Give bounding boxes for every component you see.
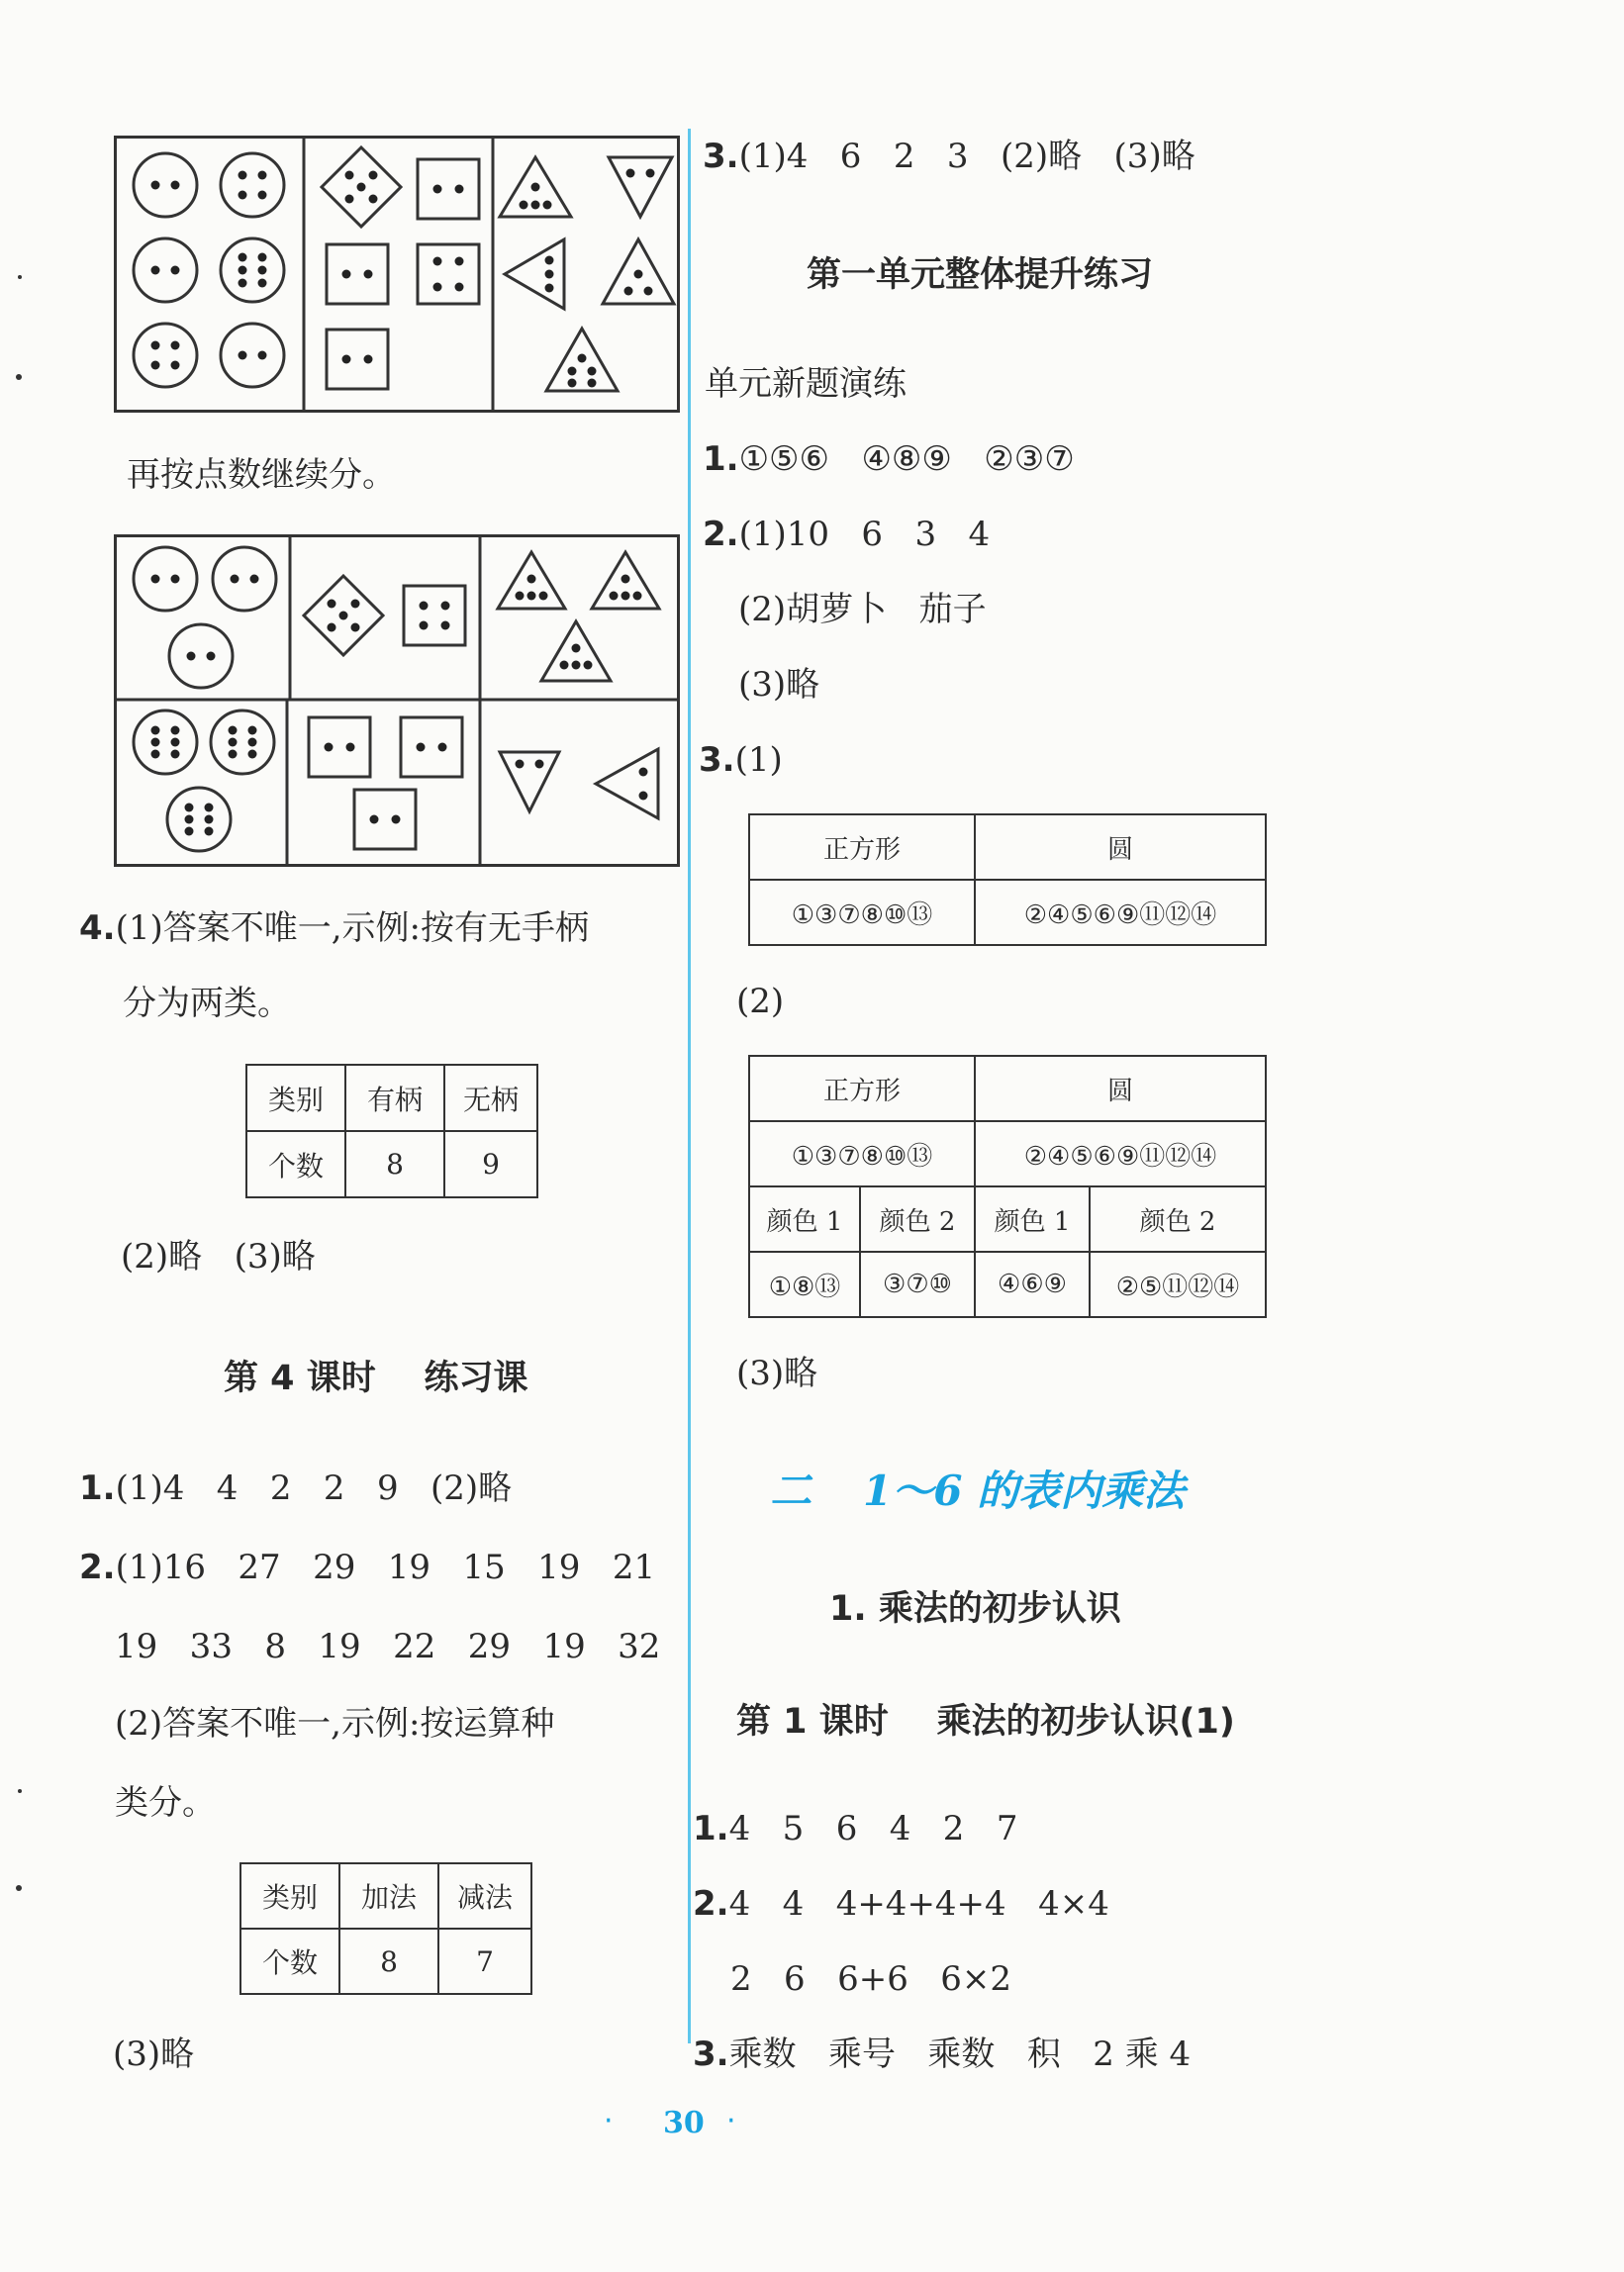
table-cell: 颜色 1 xyxy=(975,1186,1090,1252)
page-dot-left: · xyxy=(604,2104,614,2138)
question-number: 1. xyxy=(79,1468,116,1508)
handle-count-table xyxy=(245,1064,538,1198)
table-header: 圆 xyxy=(975,1056,1266,1121)
mult-question-1: 1.4 5 6 4 2 7 xyxy=(693,1809,1018,1848)
table-header: 有柄 xyxy=(345,1065,444,1131)
lesson4-question-2-line-1: 2.(1)16 27 29 19 15 19 21 xyxy=(79,1548,656,1587)
section-title: 1. 乘法的初步认识 xyxy=(829,1589,1121,1629)
lesson4-question-1: 1.(1)4 4 2 2 9 (2)略 xyxy=(79,1468,513,1508)
lesson4-question-2-line-2: 19 33 8 19 22 29 19 32 xyxy=(115,1627,661,1666)
lesson-4-title: 第 4 课时 练习课 xyxy=(224,1359,528,1398)
question-number: 2. xyxy=(79,1548,116,1587)
subsection-title: 单元新题演练 xyxy=(705,364,907,404)
chapter-title: 1～6 的表内乘法 xyxy=(863,1467,1186,1515)
table-header: 减法 xyxy=(438,1863,531,1929)
question-number: 4. xyxy=(79,908,116,948)
table-header: 加法 xyxy=(339,1863,438,1929)
page-number: 30 xyxy=(663,2106,705,2140)
question-3-top: 3.(1)4 6 2 3 (2)略 (3)略 xyxy=(703,137,1195,176)
table-header: 正方形 xyxy=(749,814,975,880)
question-number: 3. xyxy=(699,740,735,780)
sort-note: 再按点数继续分。 xyxy=(127,455,396,495)
operation-count-table xyxy=(239,1862,532,1995)
unit-question-3-line-1: 3.(1) xyxy=(699,740,783,780)
table-header: 类别 xyxy=(240,1863,339,1929)
question-number: 1. xyxy=(703,439,739,479)
table-header: 类别 xyxy=(246,1065,345,1131)
table-cell: 9 xyxy=(444,1131,537,1197)
table-cell: 个数 xyxy=(246,1131,345,1197)
table-cell: 颜色 2 xyxy=(1090,1186,1266,1252)
table-header: 圆 xyxy=(975,814,1266,880)
column-divider xyxy=(688,129,691,2043)
unit-question-1: 1.①⑤⑥ ④⑧⑨ ②③⑦ xyxy=(703,439,1075,479)
question-number: 1. xyxy=(693,1809,729,1848)
mult-question-2-line-1: 2.4 4 4+4+4+4 4×4 xyxy=(693,1884,1109,1924)
question-number: 2. xyxy=(703,515,739,554)
chapter-number: 二 xyxy=(770,1467,812,1515)
mult-question-2-line-2: 2 6 6+6 6×2 xyxy=(730,1959,1012,1999)
lesson4-question-2-line-3: (2)答案不唯一,示例:按运算种 xyxy=(115,1704,555,1744)
table-cell: ③⑦⑩ xyxy=(860,1252,975,1317)
table-cell: 颜色 2 xyxy=(860,1186,975,1252)
shape-groups-figure-1 xyxy=(114,136,680,413)
unit-question-3-part-3: (3)略 xyxy=(736,1354,818,1393)
unit-question-2-line-3: (3)略 xyxy=(738,665,820,705)
table-cell: ①③⑦⑧⑩⑬ xyxy=(749,880,975,945)
table-cell: 颜色 1 xyxy=(749,1186,860,1252)
page-dot-right: · xyxy=(726,2104,736,2138)
table-cell: 8 xyxy=(345,1131,444,1197)
unit-title: 第一单元整体提升练习 xyxy=(807,255,1154,295)
shape-color-table xyxy=(748,1055,1267,1318)
shape-table-1 xyxy=(748,813,1267,946)
table-cell: ①③⑦⑧⑩⑬ xyxy=(749,1121,975,1186)
unit-question-2-line-1: 2.(1)10 6 3 4 xyxy=(703,515,991,554)
question-number: 2. xyxy=(693,1884,729,1924)
table-cell: ②④⑤⑥⑨⑪⑫⑭ xyxy=(975,1121,1266,1186)
question-4-line-1: 4.(1)答案不唯一,示例:按有无手柄 xyxy=(79,908,590,948)
table-cell: ④⑥⑨ xyxy=(975,1252,1090,1317)
question-number: 3. xyxy=(703,137,739,176)
question-number: 3. xyxy=(693,2035,729,2074)
table-cell: 个数 xyxy=(240,1929,339,1994)
table-cell: ②⑤⑪⑫⑭ xyxy=(1090,1252,1266,1317)
table-header: 正方形 xyxy=(749,1056,975,1121)
lesson4-question-2-line-4: 类分。 xyxy=(115,1783,216,1823)
table-cell: ①⑧⑬ xyxy=(749,1252,860,1317)
table-cell: ②④⑤⑥⑨⑪⑫⑭ xyxy=(975,880,1266,945)
shape-groups-figure-2 xyxy=(114,534,680,867)
unit-question-3-part-2: (2) xyxy=(736,982,785,1021)
lesson-1-title: 第 1 课时 乘法的初步认识(1) xyxy=(736,1702,1235,1742)
question-4-line-2: 分为两类。 xyxy=(123,984,291,1023)
table-cell: 7 xyxy=(438,1929,531,1994)
mult-question-3: 3.乘数 乘号 乘数 积 2 乘 4 xyxy=(693,2035,1192,2074)
table-cell: 8 xyxy=(339,1929,438,1994)
table-header: 无柄 xyxy=(444,1065,537,1131)
lesson4-question-2-rest: (3)略 xyxy=(113,2035,195,2074)
question-4-rest: (2)略 (3)略 xyxy=(121,1237,316,1277)
unit-question-2-line-2: (2)胡萝卜 茄子 xyxy=(738,590,987,629)
